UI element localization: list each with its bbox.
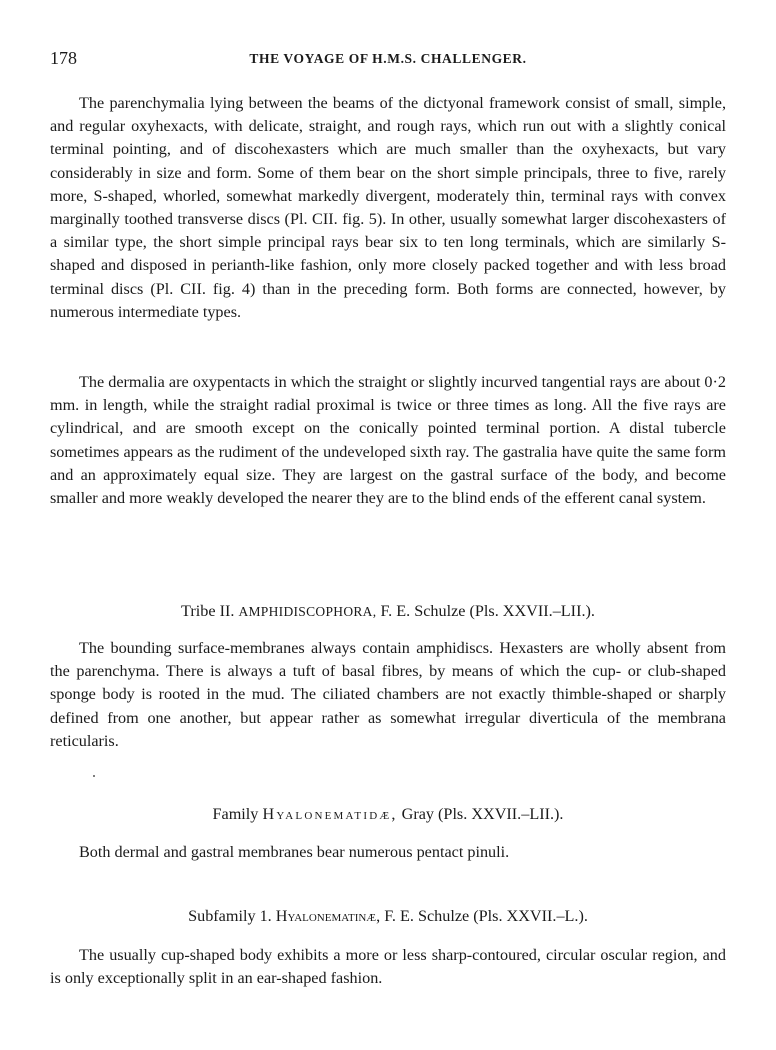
family-authority: Gray (Pls. XXVII.–LII.). bbox=[401, 805, 564, 823]
running-title: THE VOYAGE OF H.M.S. CHALLENGER. bbox=[249, 51, 527, 66]
paragraph-family-description: Both dermal and gastral membranes bear numerous pentact pinuli. bbox=[79, 843, 510, 861]
subfamily-prefix: Subfamily 1. bbox=[188, 907, 272, 925]
paragraph-subfamily-description: The usually cup-shaped body exhibits a more or less sharp-contoured, circular oscular region, and is only exceptionally split in an ear-shaped fashion. bbox=[50, 946, 726, 988]
family-prefix: Family bbox=[212, 805, 259, 823]
subfamily-name: Hyalonematinæ, bbox=[275, 907, 381, 925]
family-name: Hyalonematidæ, bbox=[262, 805, 398, 823]
family-heading bbox=[50, 803, 726, 826]
paragraph-amphidiscophora: The bounding surface-membranes always contain amphidiscs. Hexasters are wholly absent from the parenchyma. There is always a tuft of basal fibres, by means of which the cup- or club-shaped sponge body is rooted in the mud. The ciliated chambers are not exactly thimble-shaped or sharply defined from one another, but appear rather as somewhat irregular diverticula of the membrana reticularis. bbox=[50, 639, 726, 750]
tribe-name: AMPHIDISCOPHORA, bbox=[238, 604, 377, 619]
paragraph-dermalia: The dermalia are oxypentacts in which the straight or slightly incurved tangential rays are about 0·2 mm. in length, while the straight radial proximal is twice or three times as long. All the five rays are cylindrical, and are smooth except on the conically pointed terminal portion. A distal tubercle sometimes appears as the rudiment of the undeveloped sixth ray. The gastralia have quite the same form and an approximately equal size. They are largest on the gastral surface of the body, and become smaller and more weakly developed the nearer they are to the blind ends of the efferent canal system. bbox=[50, 373, 726, 508]
tribe-authority: F. E. Schulze (Pls. XXVII.–LII.). bbox=[380, 602, 595, 620]
page-number: 178 bbox=[50, 48, 77, 68]
print-speck bbox=[93, 775, 95, 777]
paragraph-parenchymalia: The parenchymalia lying between the beams of the dictyonal framework consist of small, simple, and regular oxyhexacts, with delicate, straight, and rough rays, which run out with a slightly conical terminal pointing, and of discohexasters which are much smaller than the oxyhexacts, but vary considerably in size and form. Some of them bear on the short simple principals, three to five, rarely more, S-shaped, whorled, somewhat markedly divergent, moderately thin, terminal rays with convex marginally toothed transverse discs (Pl. CII. fig. 5). In other, usually somewhat larger discohexasters of a similar type, the short simple principal rays bear six to ten long terminals, which are similarly S-shaped and disposed in perianth-like fashion, only more closely packed together and with less broad terminal discs (Pl. CII. fig. 4) than in the preceding form. Both forms are connected, however, by numerous intermediate types. bbox=[50, 94, 726, 321]
page-header bbox=[50, 48, 726, 72]
tribe-heading bbox=[50, 600, 726, 623]
subfamily-authority: F. E. Schulze (Pls. XXVII.–L.). bbox=[384, 907, 588, 925]
tribe-prefix: Tribe II. bbox=[181, 602, 235, 620]
subfamily-heading bbox=[50, 905, 726, 928]
